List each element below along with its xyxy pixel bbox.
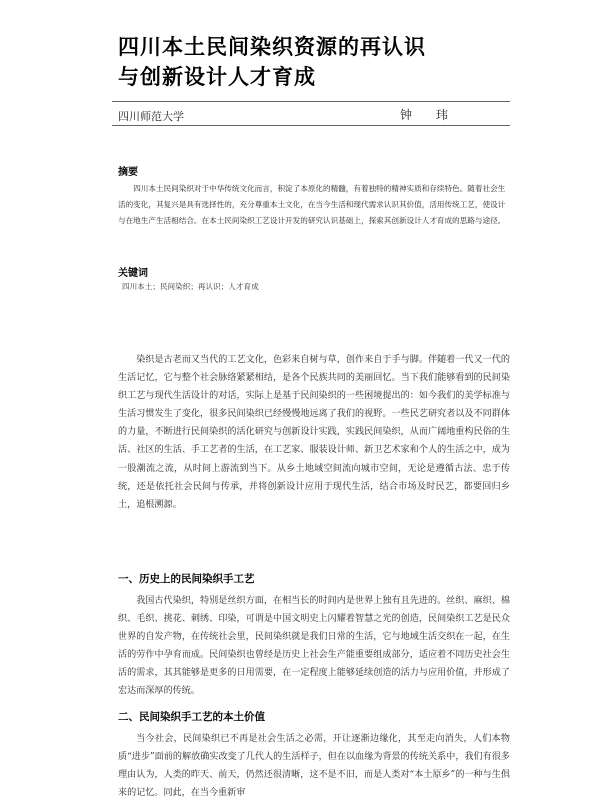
section-1-heading: 一、历史上的民间染织手工艺 <box>118 573 255 585</box>
bottom-divider <box>112 125 510 126</box>
paper-title <box>118 32 538 92</box>
abstract-heading: 摘要 <box>118 167 138 178</box>
abstract-text: 四川本土民间染织对于中华传统文化而言，积淀了本原化的精髓，有着独特的精神实质和存续特色。随着社会生活的变化，其复兴是具有选择性的，充分尊重本土文化，在当今生活和现代需求认识其价值，活用传统工艺，使设计与在地生产生活相结合。在本土民间染织工艺设计开发的研究认识基础上，探索其创新设计人才育成的思路与途径。 <box>118 184 506 225</box>
author-name: 钟 玮 <box>400 108 458 122</box>
title-line-1: 四川本土民间染织资源的再认识 <box>118 35 426 59</box>
section-2-text: 当今社会，民间染织已不再是社会生活之必需，开让逐渐边缘化，其至走向消失，人们本物质“进步”面前的解放确实改变了几代人的生活样子，但在以血缘为背景的传统关系中，我们有很多理由认为，人类的昨天、前天，仍然还很清晰，这不是不旧，而是人类对“本土原乡”的一种与生俱来的记忆。同此，在当今重新审 <box>118 734 510 799</box>
section-1-text: 我国古代染织，特别是丝织方面，在相当长的时间内是世界上独有且先进的。丝织、麻织、棉织、毛织、挑花、刺绣、印染，可谓是中国文明史上闪耀着智慧之光的创造，民间染织工艺是民众世界的自发产物，在传统社会里，民间染织就是我们日常的生活，它与地域生活交织在一起，在生活的劳作中孕育而成。民间染织也曾经是历史上社会生产能重要组成部分，适应着不同历史社会生活的需求，其其能够是更多的日用需要，在一定程度上能够延续创造的活力与应用价值，并形成了宏达而深厚的传统。 <box>118 596 510 697</box>
title-line-2: 与创新设计人才育成 <box>118 65 316 89</box>
keywords-text: 四川本土；民间染织；再认识；人才育成 <box>122 282 259 291</box>
affiliation: 四川师范大学 <box>118 110 184 123</box>
section-2-heading: 二、民间染织手工艺的本土价值 <box>118 711 265 723</box>
top-divider <box>112 101 510 102</box>
keywords-heading: 关键词 <box>118 268 148 279</box>
intro-paragraph: 染织是古老而又当代的工艺文化，色彩来自树与草，创作来自于手与脚。伴随着一代又一代的生活记忆，它与整个社会脉络紧紧相结，是各个民族共同的美丽回忆。当下我们能够看到的民间染织工艺与现代生活设计的对话，实际上是基于民间染织的一些困境提出的：如今我们的美学标准与生活习惯发生了变化，很多民间染织已经慢慢地远离了我们的视野。一些民艺研究者以及不同群体的力量，不断进行民间染织的活化研究与创新设计实践，实践民间染织，从而广阔地重构民俗的生活、社区的生活、手工艺者的生活，在工艺家、服装设计师、新卫艺术家和个人的生活之中，成为一股潮流之流，从时间上游流到当下。从乡土地域空间流向城市空间，无论是遵循古法、忠于传统，还是依托社会民间与传承，并将创新设计应用于现代生活，结合市场及时民艺，都要回归乡土，追根溯源。 <box>118 355 510 510</box>
